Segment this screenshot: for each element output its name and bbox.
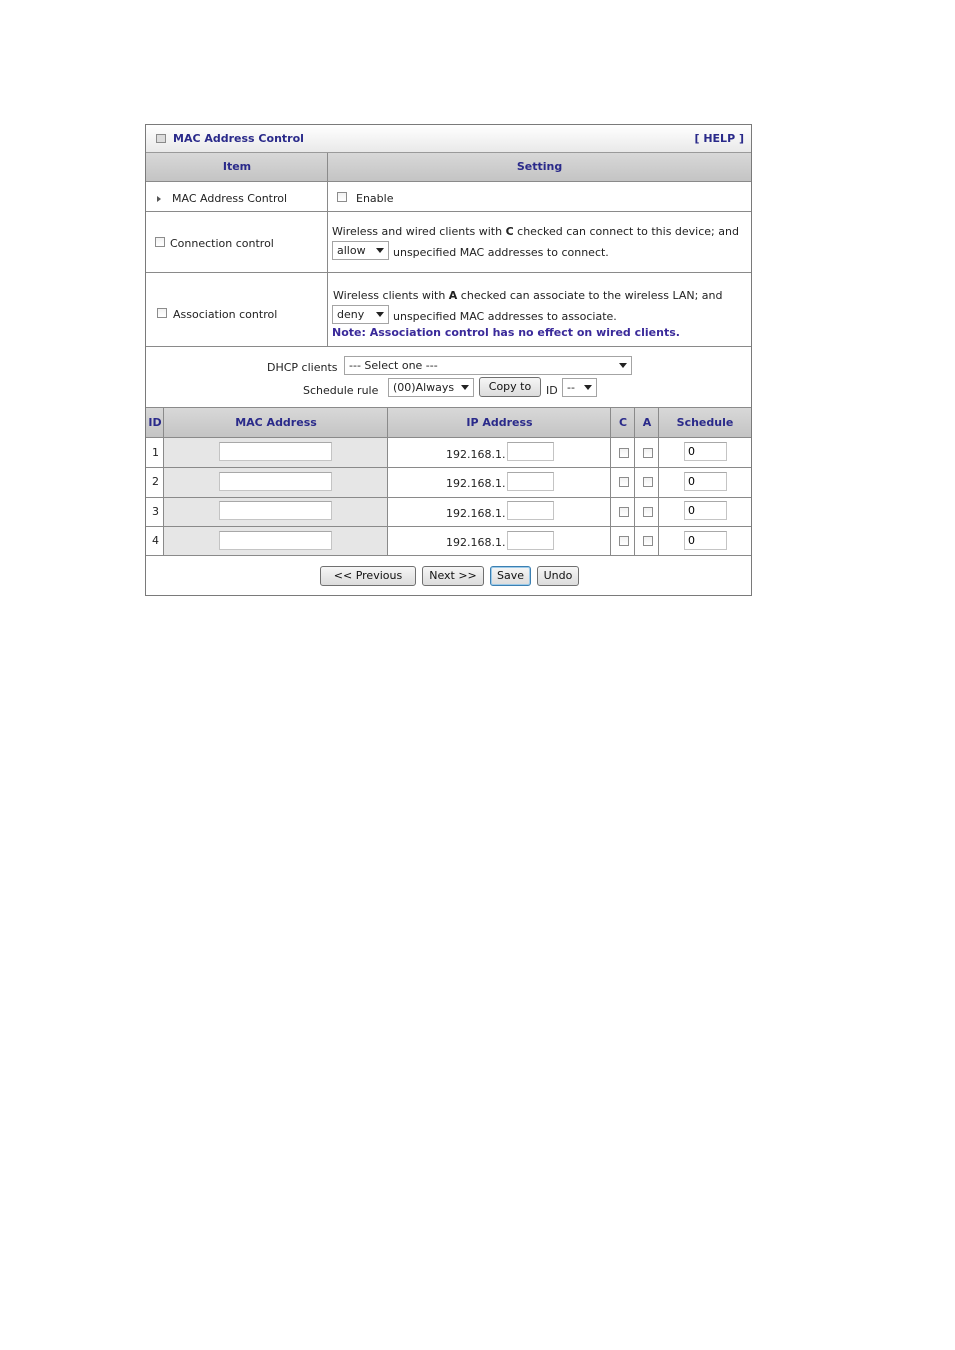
connection-desc-pre: Wireless and wired clients with xyxy=(332,225,506,238)
row-divider xyxy=(146,346,751,347)
table-col-divider xyxy=(634,408,635,556)
schedule-rule-input[interactable] xyxy=(684,501,727,520)
connection-desc-key: C xyxy=(505,225,514,238)
item-header xyxy=(146,153,328,182)
panel-title-bar xyxy=(146,125,751,153)
row-divider xyxy=(146,272,751,273)
dhcp-clients-value: --- Select one --- xyxy=(349,359,438,372)
help-link[interactable]: [ HELP ] xyxy=(694,132,744,145)
ip-prefix: 192.168.1. xyxy=(446,507,506,520)
dhcp-clients-select[interactable] xyxy=(344,356,632,375)
previous-button[interactable]: << Previous xyxy=(320,566,416,586)
association-policy-value: deny xyxy=(337,308,365,321)
association-desc-pre: Wireless clients with xyxy=(333,289,449,302)
c-checkbox[interactable] xyxy=(619,536,629,546)
table-row-divider xyxy=(146,467,751,468)
table-header-ip xyxy=(388,408,611,438)
connection-policy-suffix: unspecified MAC addresses to connect. xyxy=(393,246,609,259)
row-id: 1 xyxy=(152,446,159,459)
mac-control-label: MAC Address Control xyxy=(172,192,288,205)
association-desc-post: checked can associate to the wireless LAN; and xyxy=(457,289,723,302)
connection-control-label: Connection control xyxy=(170,237,274,250)
row-id: 2 xyxy=(152,475,159,488)
table-header-rule xyxy=(659,408,751,438)
table-header-mac xyxy=(164,408,388,438)
ip-last-octet-input[interactable] xyxy=(507,501,554,520)
association-note: Note: Association control has no effect on wired clients. xyxy=(332,326,680,339)
table-header-c xyxy=(611,408,635,438)
chevron-down-icon xyxy=(619,363,627,368)
mac-address-input[interactable] xyxy=(219,501,332,520)
association-control-description xyxy=(333,289,722,302)
panel-title: MAC Address Control xyxy=(173,132,304,145)
chevron-down-icon xyxy=(376,312,384,317)
row-id: 3 xyxy=(152,505,159,518)
connection-control-description xyxy=(332,225,739,238)
schedule-rule-label: Schedule rule xyxy=(303,384,379,397)
copy-id-value: -- xyxy=(567,381,575,394)
table-col-divider xyxy=(658,408,659,556)
c-checkbox[interactable] xyxy=(619,477,629,487)
table-header-ip-label: IP Address xyxy=(466,416,533,429)
ip-last-octet-input[interactable] xyxy=(507,442,554,461)
table-col-divider xyxy=(610,408,611,556)
dhcp-clients-label: DHCP clients xyxy=(267,361,338,374)
table-header-rule-label: Schedule xyxy=(676,416,734,429)
connection-desc-post: checked can connect to this device; and xyxy=(513,225,739,238)
table-header-a xyxy=(635,408,659,438)
mac-address-control-panel xyxy=(145,124,752,596)
mac-address-input[interactable] xyxy=(219,531,332,550)
enable-checkbox[interactable] xyxy=(337,192,347,202)
row-divider xyxy=(146,211,751,212)
next-button[interactable]: Next >> xyxy=(422,566,484,586)
association-control-label: Association control xyxy=(173,308,278,321)
table-col-divider xyxy=(387,408,388,556)
chevron-down-icon xyxy=(376,248,384,253)
item-setting-divider xyxy=(327,153,328,346)
table-row-divider xyxy=(146,497,751,498)
chevron-down-icon xyxy=(584,385,592,390)
schedule-rule-input[interactable] xyxy=(684,531,727,550)
ip-prefix: 192.168.1. xyxy=(446,448,506,461)
copy-id-label: ID xyxy=(546,384,558,397)
ip-prefix: 192.168.1. xyxy=(446,477,506,490)
undo-button[interactable]: Undo xyxy=(537,566,579,586)
association-desc-key: A xyxy=(448,289,458,302)
table-header-id-label: ID xyxy=(148,416,162,429)
a-checkbox[interactable] xyxy=(643,536,653,546)
connection-policy-value: allow xyxy=(337,244,366,257)
connection-control-checkbox[interactable] xyxy=(155,237,165,247)
table-header-mac-label: MAC Address xyxy=(235,416,317,429)
table-header-c-label: C xyxy=(618,416,628,429)
panel-icon xyxy=(156,134,166,143)
copy-to-button[interactable]: Copy to xyxy=(479,377,541,397)
a-checkbox[interactable] xyxy=(643,477,653,487)
expand-arrow-icon xyxy=(157,196,161,202)
table-bottom-border xyxy=(146,555,751,556)
association-policy-select[interactable] xyxy=(332,305,389,324)
table-header-a-label: A xyxy=(642,416,652,429)
table-row-divider xyxy=(146,526,751,527)
association-policy-suffix: unspecified MAC addresses to associate. xyxy=(393,310,617,323)
ip-last-octet-input[interactable] xyxy=(507,472,554,491)
setting-header-label: Setting xyxy=(516,160,563,173)
connection-policy-select[interactable] xyxy=(332,241,389,260)
table-col-divider xyxy=(163,408,164,556)
ip-prefix: 192.168.1. xyxy=(446,536,506,549)
mac-address-input[interactable] xyxy=(219,442,332,461)
copy-id-select[interactable] xyxy=(562,378,597,397)
a-checkbox[interactable] xyxy=(643,448,653,458)
schedule-rule-input[interactable] xyxy=(684,472,727,491)
mac-address-input[interactable] xyxy=(219,472,332,491)
enable-label: Enable xyxy=(356,192,394,205)
c-checkbox[interactable] xyxy=(619,448,629,458)
association-control-checkbox[interactable] xyxy=(157,308,167,318)
setting-header xyxy=(328,153,751,182)
item-header-label: Item xyxy=(222,160,252,173)
c-checkbox[interactable] xyxy=(619,507,629,517)
schedule-rule-value: (00)Always xyxy=(393,381,455,394)
ip-last-octet-input[interactable] xyxy=(507,531,554,550)
a-checkbox[interactable] xyxy=(643,507,653,517)
row-id: 4 xyxy=(152,534,159,547)
schedule-rule-select[interactable] xyxy=(388,378,474,397)
table-header-id xyxy=(146,408,164,438)
schedule-rule-input[interactable] xyxy=(684,442,727,461)
chevron-down-icon xyxy=(461,385,469,390)
save-button[interactable]: Save xyxy=(490,566,531,586)
